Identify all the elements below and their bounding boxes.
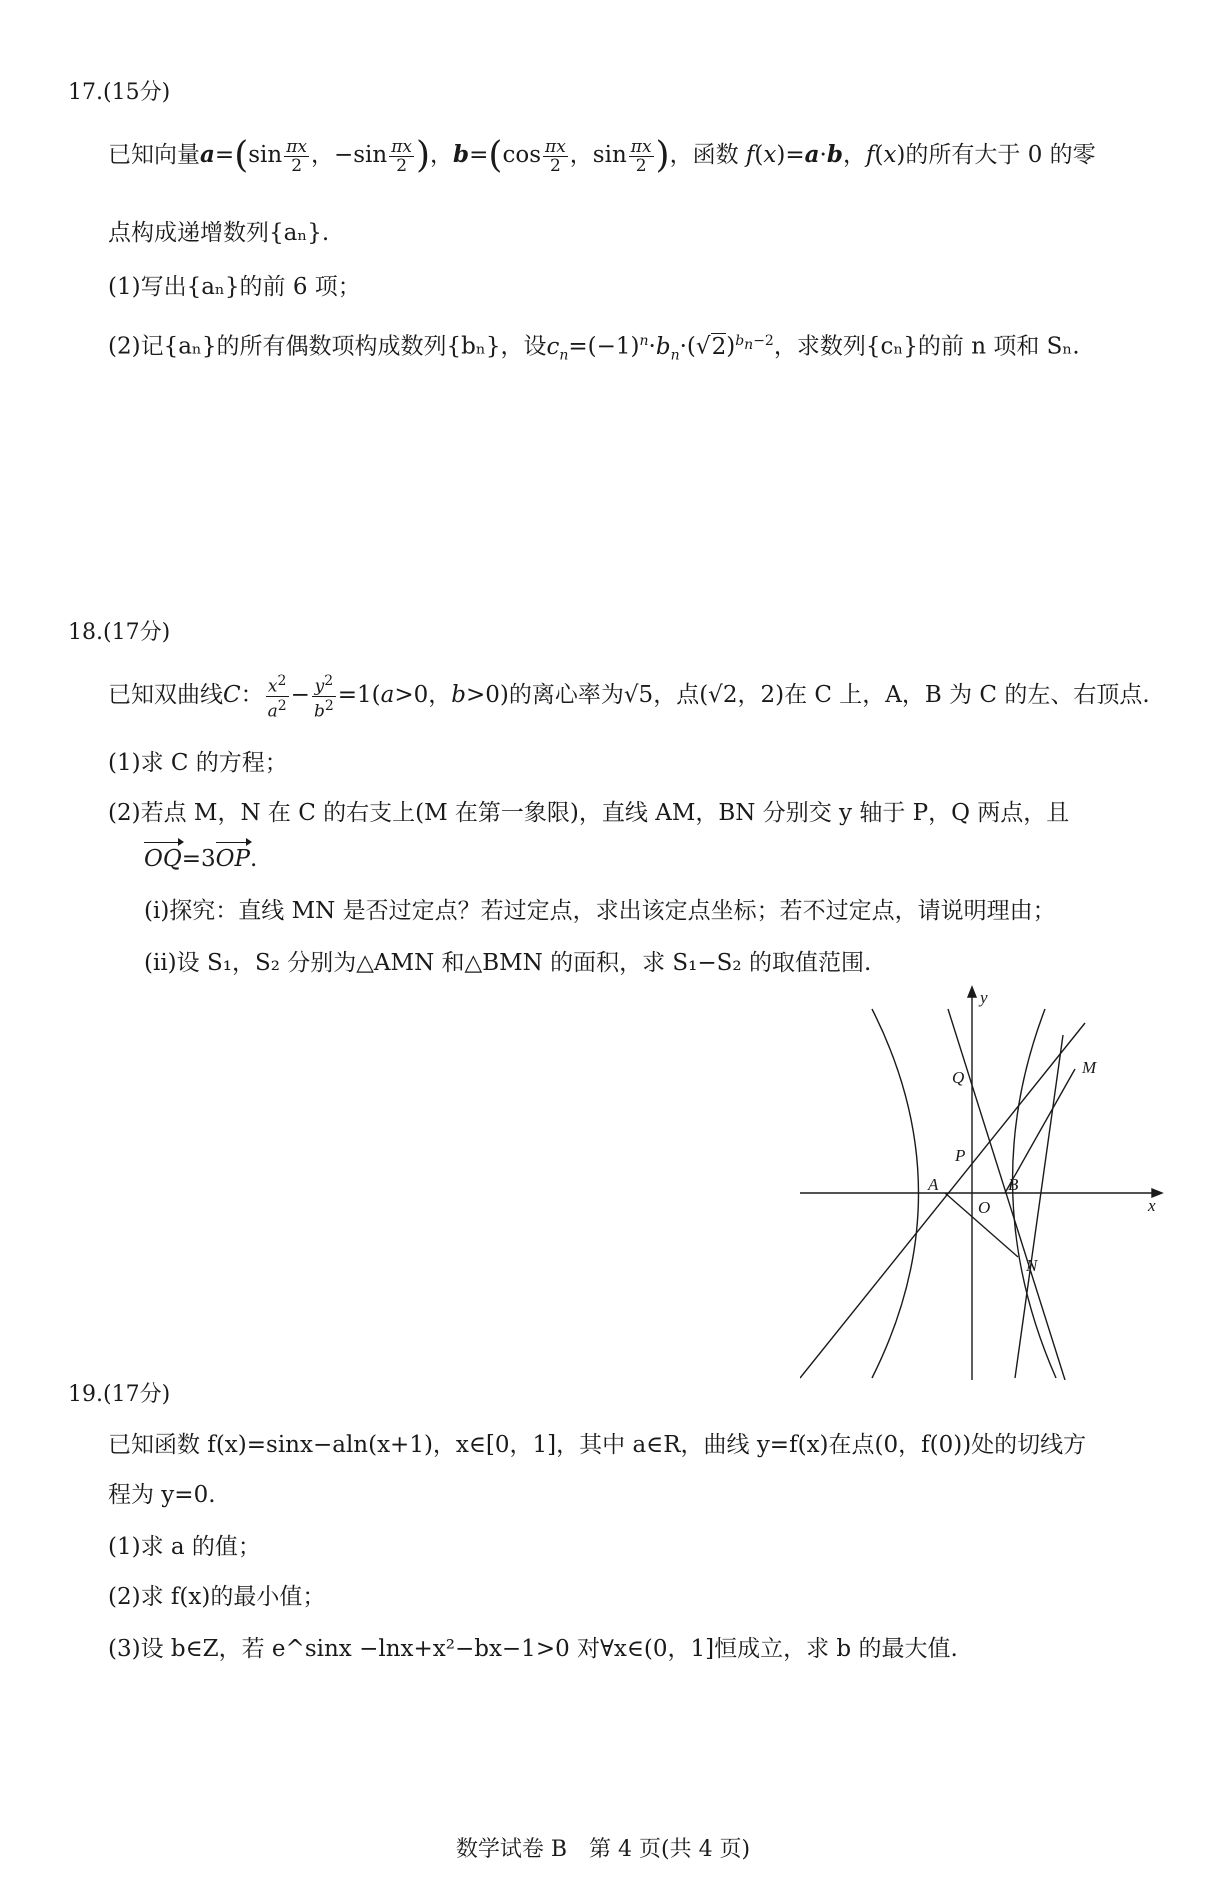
fraction-y2-over-b2: $\frac{y^2}{b^2}$: [313, 673, 334, 722]
q17-stem-line2: 点构成递增数列{aₙ}.: [108, 220, 330, 246]
q18-header: 18.(17分): [68, 620, 171, 645]
q18-part2-i: (i)探究：直线 MN 是否过定点？若过定点，求出该定点坐标；若不过定点，请说明理由；: [144, 898, 1056, 924]
paren-open: (: [488, 135, 503, 176]
q18-part1: (1)求 C 的方程；: [108, 750, 288, 776]
fraction-x2-over-a2: $\frac{x^2}{a^2}$: [267, 673, 287, 722]
q19-header: 19.(17分): [68, 1382, 171, 1407]
vector-b: b: [453, 141, 470, 168]
line-BN: [948, 1009, 1065, 1380]
vector-a: a: [200, 141, 215, 168]
paren-close: ): [416, 135, 431, 176]
fraction-pi-x-over-2: $\frac{\pi x}{2}$: [286, 136, 307, 176]
q18-stem-suffix: 的离心率为√5，点(√2，2)在 C 上，A，B 为 C 的左、右顶点.: [508, 682, 1150, 709]
q17-stem-tail: 的所有大于 0 的零: [905, 142, 1096, 168]
vector-OQ: OQ: [144, 846, 182, 872]
q17-part2-prefix: (2)记{aₙ}的所有偶数项构成数列{bₙ}，设: [108, 333, 547, 360]
q17-stem-line1: 已知向量a=(sin $\frac{\pi x}{2}$ ，−sin $\frac{\pi x}{2}$ )，b=(cos $\frac{\pi x}{2}$ ，sin $\frac{\pi x}{2}$ )，函数 f(x)=a·b，f(x)的所有大于 0 的零: [108, 135, 1096, 176]
q19-part2: (2)求 f(x)的最小值；: [108, 1584, 326, 1610]
fraction-pi-x-over-2: $\frac{\pi x}{2}$: [545, 136, 566, 176]
q18-part2-vector-condition: OQ=3OP.: [144, 846, 258, 872]
q19-part1: (1)求 a 的值；: [108, 1534, 261, 1560]
q17-header: 17.(15分): [68, 80, 171, 105]
q19-part3: (3)设 b∈Z，若 e^sinx −lnx+x²−bx−1>0 对∀x∈(0，1]恒成立，求 b 的最大值.: [108, 1636, 958, 1662]
q18-stem-prefix: 已知双曲线: [108, 682, 223, 709]
label-x: x: [1148, 1196, 1156, 1215]
q19-stem-line2: 程为 y=0.: [108, 1482, 216, 1508]
vector-OP: OP: [215, 846, 250, 872]
fraction-pi-x-over-2: $\frac{\pi x}{2}$: [630, 136, 652, 176]
q17-part2: (2)记{aₙ}的所有偶数项构成数列{bₙ}，设$c_n=(-1)^n\cdot b_n\cdot(√2)^{b_n-2}$，求数列{cₙ}的前 n 项和 Sₙ.: [108, 333, 1080, 364]
q18-part2-line1: (2)若点 M，N 在 C 的右支上(M 在第一象限)，直线 AM，BN 分别交 y 轴于 P，Q 两点，且: [108, 800, 1070, 826]
label-P: P: [955, 1146, 966, 1165]
q17-stem-suffix: ，函数: [669, 142, 739, 168]
q18-stem: 已知双曲线C： $\frac{x^2}{a^2}$ − $\frac{y^2}{b^2}$ =1(a>0，b>0)的离心率为√5，点(√2，2)在 C 上，A，B 为 C 的左、右顶点.: [108, 673, 1150, 722]
page-footer: 数学试卷 B 第 4 页(共 4 页): [455, 1837, 751, 1862]
hyperbola-diagram: [800, 985, 1170, 1380]
line-AM: [800, 1023, 1085, 1378]
paren-open: (: [234, 135, 249, 176]
q17-stem-prefix: 已知向量: [108, 142, 200, 168]
label-A: A: [928, 1175, 939, 1194]
label-N: N: [1026, 1256, 1038, 1275]
q17-part2-suffix: ，求数列{cₙ}的前 n 项和 Sₙ.: [773, 333, 1080, 360]
fraction-pi-x-over-2: $\frac{\pi x}{2}$: [391, 136, 412, 176]
q18-part2-ii: (ii)设 S₁，S₂ 分别为△AMN 和△BMN 的面积，求 S₁−S₂ 的取值范围.: [144, 950, 872, 976]
label-B: B: [1008, 1175, 1019, 1194]
paren-close: ): [655, 135, 670, 176]
label-M: M: [1082, 1058, 1097, 1077]
label-y: y: [980, 988, 988, 1007]
label-O: O: [978, 1198, 991, 1217]
q19-stem-line1: 已知函数 f(x)=sinx−aln(x+1)，x∈[0，1]，其中 a∈R，曲线 y=f(x)在点(0，f(0))处的切线方: [108, 1432, 1087, 1458]
q17-part1: (1)写出{aₙ}的前 6 项；: [108, 274, 361, 300]
label-Q: Q: [952, 1068, 965, 1087]
y-axis-arrow: [968, 987, 976, 997]
